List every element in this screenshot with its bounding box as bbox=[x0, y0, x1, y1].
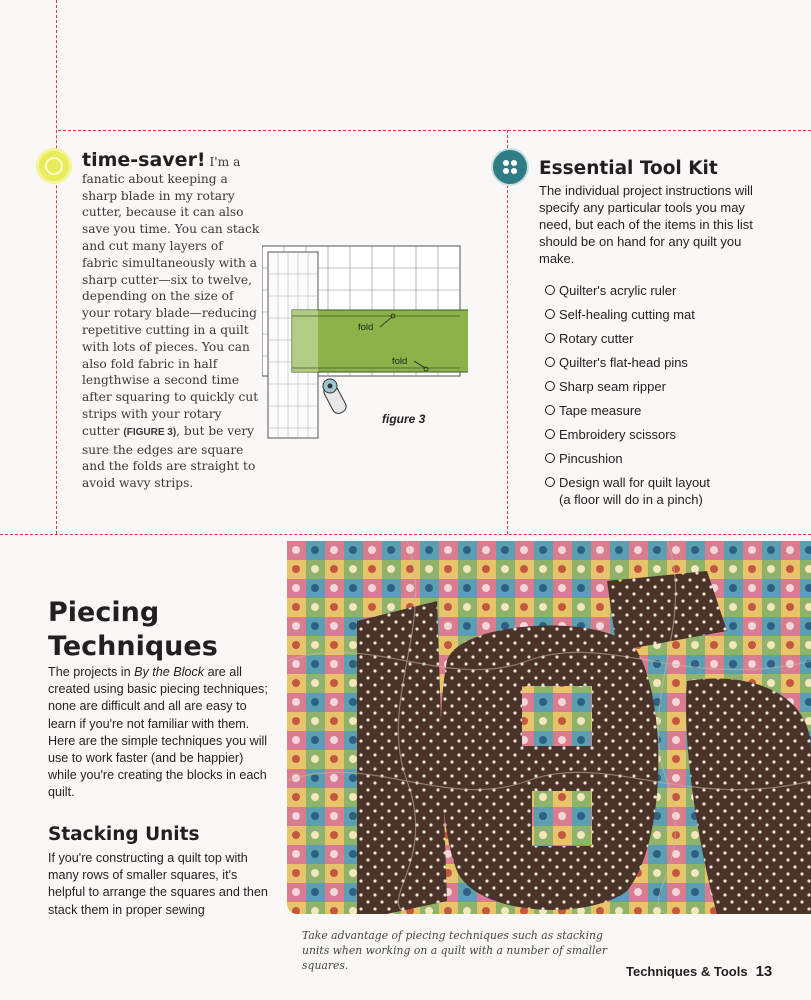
list-item bbox=[545, 474, 710, 514]
piecing-body bbox=[48, 664, 268, 802]
list-item-label: Sharp seam ripper bbox=[559, 379, 666, 394]
section-title bbox=[48, 596, 278, 664]
bullet-circle-icon bbox=[545, 381, 555, 391]
quilt-photo bbox=[287, 541, 811, 914]
fold-label-2: fold bbox=[392, 356, 408, 367]
figure-caption: figure 3 bbox=[382, 412, 426, 426]
subsection-title: Stacking Units bbox=[48, 824, 200, 845]
body-text: The projects in bbox=[48, 665, 135, 679]
box-bottom-dashed-line bbox=[0, 534, 811, 535]
footer-section-title: Techniques & Tools bbox=[626, 964, 748, 979]
page-footer bbox=[626, 963, 772, 980]
section-title-line-2: Techniques bbox=[48, 631, 218, 662]
figure-3-illustration bbox=[262, 244, 468, 440]
timesaver-heading: time-saver! bbox=[82, 149, 206, 171]
timesaver-text-end: , but be very sure the edges are square and the folds are straight to avoid wavy strips. bbox=[82, 423, 256, 491]
bullet-circle-icon bbox=[545, 285, 555, 295]
page-number: 13 bbox=[755, 963, 773, 980]
fold-label-1: fold bbox=[358, 322, 374, 333]
bullet-circle-icon bbox=[545, 405, 555, 415]
timesaver-tip bbox=[82, 149, 262, 492]
list-item bbox=[545, 426, 710, 450]
body-text: are all created using basic piecing techniques; none are difficult and all are easy to learn if you're not familiar with them. Here are the simple techniques you will use to work faster (and be happier) while you're creating the blocks in each quilt. bbox=[48, 665, 268, 800]
list-item bbox=[545, 306, 710, 330]
bullet-circle-icon bbox=[545, 357, 555, 367]
column-divider-dashed-line bbox=[507, 130, 508, 534]
photo-caption: Take advantage of piecing techniques such as stacking units when working on a quilt with a number of smaller squares. bbox=[302, 929, 608, 972]
box-top-dashed-line bbox=[58, 130, 811, 131]
list-item bbox=[545, 402, 710, 426]
bullet-circle-icon bbox=[545, 453, 555, 463]
quilt-photo-image bbox=[287, 541, 811, 914]
section-title-line-1: Piecing bbox=[48, 597, 160, 628]
list-item bbox=[545, 450, 710, 474]
timesaver-text: I'm a fanatic about keeping a sharp blade in my rotary cutter, because it can also save you time. You can stack and cut many layers of fabric simultaneously with a sharp cutter—six to twelve, depending on the size of your rotary blade—reducing repetitive cutting in a quilt with lots of pieces. You can also fold fabric in half lengthwise a second time after squaring to quickly cut strips with your rotary cutter bbox=[82, 155, 260, 438]
folded-fabric bbox=[292, 310, 468, 372]
list-item bbox=[545, 354, 710, 378]
list-item-label: Quilter's acrylic ruler bbox=[559, 283, 677, 298]
list-item-label: Embroidery scissors bbox=[559, 427, 677, 442]
bullet-circle-icon bbox=[545, 333, 555, 343]
bullet-circle-icon bbox=[545, 309, 555, 319]
tool-kit-list bbox=[545, 282, 710, 514]
list-item-label: Rotary cutter bbox=[559, 331, 634, 346]
list-item bbox=[545, 282, 710, 306]
figure-reference: (FIGURE 3) bbox=[123, 426, 177, 438]
list-item-label: Self-healing cutting mat bbox=[559, 307, 695, 322]
rotary-cutter-icon bbox=[322, 379, 348, 416]
bullet-circle-icon bbox=[545, 477, 555, 487]
tool-kit-title: Essential Tool Kit bbox=[539, 158, 718, 179]
left-margin-dashed-line bbox=[56, 0, 57, 534]
list-item-label: Tape measure bbox=[559, 403, 642, 418]
tool-kit-intro: The individual project instructions will specify any particular tools you may need, but each of the items in this list should be on hand for any quilt you make. bbox=[539, 183, 753, 266]
list-item-label: Pincushion bbox=[559, 451, 623, 466]
lemon-slice-icon bbox=[36, 148, 72, 184]
list-item-label: Quilter's flat-head pins bbox=[559, 355, 688, 370]
bullet-circle-icon bbox=[545, 429, 555, 439]
list-item bbox=[545, 330, 710, 354]
list-item-label-continued: (a floor will do in a pinch) bbox=[559, 492, 703, 507]
list-item bbox=[545, 378, 710, 402]
stacking-body: If you're constructing a quilt top with many rows of smaller squares, it's helpful to arrange the squares and then stack them in proper sewing bbox=[48, 851, 268, 917]
book-title: By the Block bbox=[134, 665, 205, 679]
list-item-label: Design wall for quilt layout bbox=[559, 475, 711, 490]
button-icon bbox=[493, 150, 527, 184]
